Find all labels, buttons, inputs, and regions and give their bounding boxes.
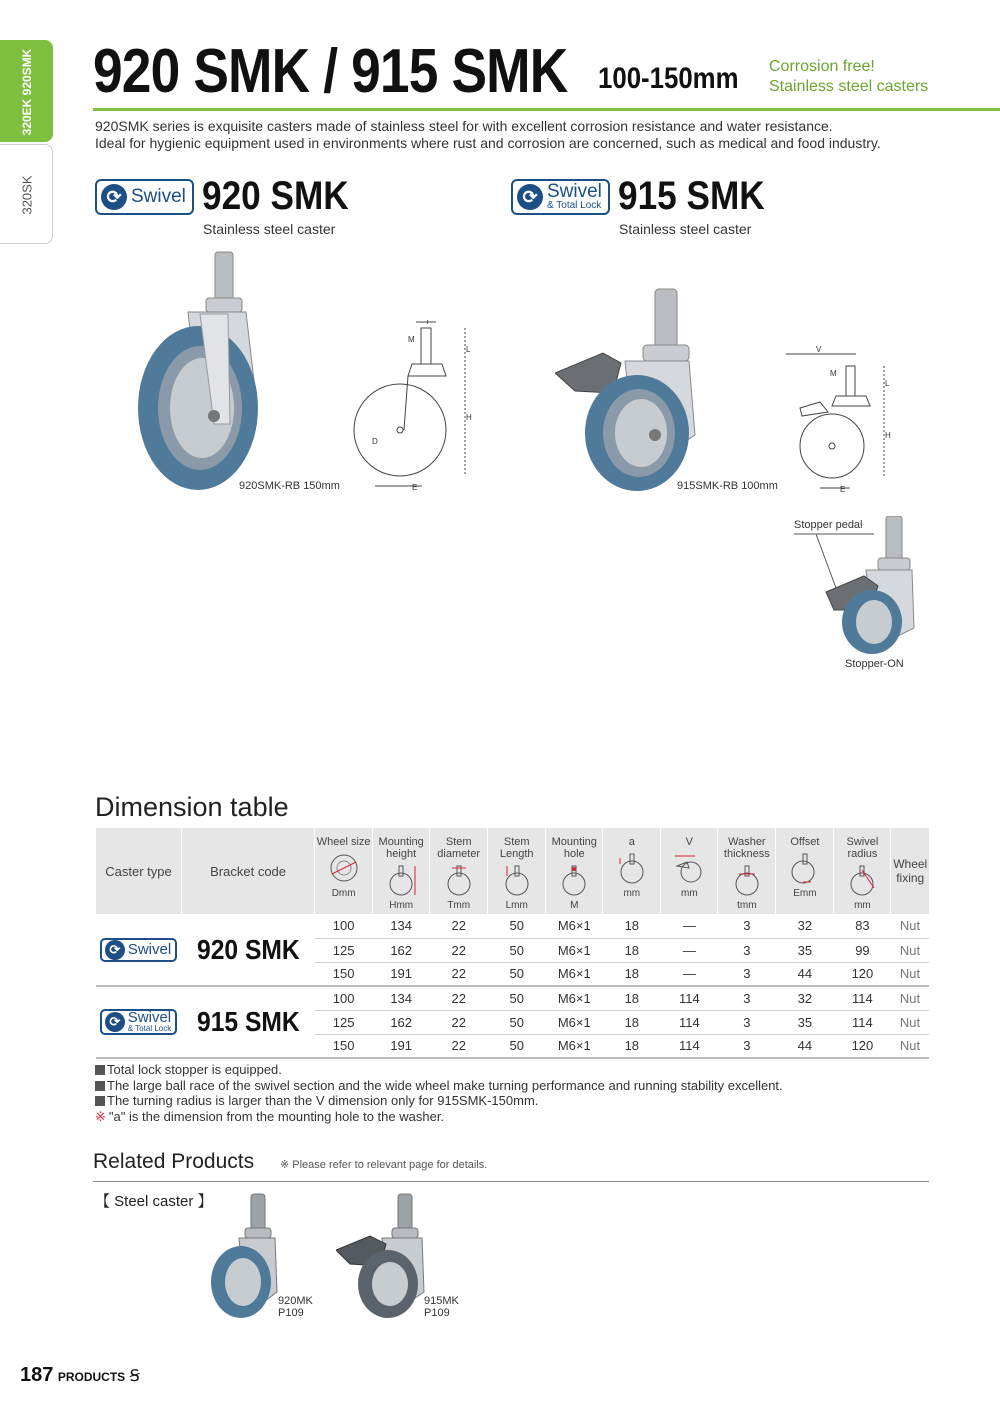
related-item-name: 915MK (424, 1295, 459, 1307)
related-category: 【 Steel caster 】 (95, 1193, 213, 1210)
caster-photo-920smk (130, 248, 270, 494)
svg-text:D: D (372, 437, 378, 446)
table-cell: Nut (891, 914, 929, 938)
table-cell: 83 (834, 914, 891, 938)
col-unit: Dmm (331, 888, 356, 899)
table-cell: M6×1 (546, 1010, 603, 1034)
col-bracket-code: Bracket code (182, 828, 315, 914)
table-cell: M6×1 (546, 938, 603, 962)
note-1: Total lock stopper is equipped. (107, 1062, 282, 1077)
side-tab-active[interactable] (0, 40, 53, 142)
col-dimension (834, 828, 891, 914)
col-label: Mounting height (378, 836, 424, 860)
table-cell: 18 (603, 962, 661, 986)
table-cell: 150 (315, 962, 373, 986)
col-label: Mounting hole (551, 836, 597, 860)
swivel-radius-icon (846, 864, 878, 896)
washer-thickness-icon (731, 864, 763, 896)
a-dimension-icon (616, 852, 648, 884)
table-row (96, 986, 930, 1010)
bracket-code: 920 SMK (182, 914, 315, 986)
page-number: 187 (20, 1364, 54, 1386)
table-cell: 22 (430, 938, 488, 962)
table-cell: 3 (718, 938, 776, 962)
badge-label: Swivel & Total Lock (547, 181, 602, 211)
table-cell: 50 (488, 1034, 546, 1058)
model-920smk: 920 SMK (202, 174, 349, 218)
table-cell: 18 (603, 914, 661, 938)
model-915smk: 915 SMK (618, 174, 765, 218)
table-cell: 18 (603, 1034, 661, 1058)
dimension-table (95, 828, 929, 1059)
table-cell: 22 (430, 914, 488, 938)
col-dimension (661, 828, 718, 914)
swivel-icon: ⟳ (517, 184, 543, 210)
table-cell: 22 (430, 1034, 488, 1058)
v-dimension-icon (673, 852, 705, 884)
related-item-920mk[interactable] (278, 1295, 313, 1319)
caster-type-badge: ⟳ Swivel & Total Lock (96, 986, 182, 1058)
svg-text:E: E (412, 483, 418, 492)
bracket-code: 915 SMK (182, 986, 315, 1058)
table-cell: 32 (776, 914, 834, 938)
stopper-photo (786, 516, 916, 656)
col-unit: M (570, 900, 579, 911)
table-cell: 32 (776, 986, 834, 1010)
table-cell: 114 (834, 1010, 891, 1034)
table-cell: Nut (891, 938, 929, 962)
intro-line-1: 920SMK series is exquisite casters made of stainless steel for with excellent corrosion resistance and water resistance. (95, 118, 833, 134)
stopper-pedal-label: Stopper pedal (794, 519, 863, 531)
table-cell: 50 (488, 938, 546, 962)
dimension-table-body (96, 914, 930, 1058)
table-cell: 3 (718, 1010, 776, 1034)
col-dimension (315, 828, 373, 914)
col-label: Stem diameter (437, 836, 481, 860)
related-item-name: 920MK (278, 1295, 313, 1307)
wheel-size-icon (328, 852, 360, 884)
col-dimension (776, 828, 834, 914)
stem-diameter-icon (443, 864, 475, 896)
note-2: The large ball race of the swivel section and the wide wheel make turning performance and running stability excellent. (107, 1077, 783, 1093)
table-cell: 35 (776, 1010, 834, 1034)
stopper-on-label: Stopper-ON (845, 658, 904, 670)
table-cell: Nut (891, 1034, 929, 1058)
badge-sublabel: & Total Lock (547, 200, 602, 211)
offset-icon (789, 852, 821, 884)
table-cell: 18 (603, 938, 661, 962)
svg-text:L: L (466, 345, 471, 354)
tagline (769, 57, 928, 97)
related-products-note: ※ Please refer to relevant page for details. (280, 1159, 488, 1171)
table-cell: 120 (834, 1034, 891, 1058)
table-cell: 18 (603, 986, 661, 1010)
table-cell: Nut (891, 986, 929, 1010)
footer-label: PRODUCTS (57, 1370, 126, 1384)
swivel-icon: ⟳ (105, 940, 125, 960)
table-cell: M6×1 (546, 962, 603, 986)
photo-caption-920smk: 920SMK-RB 150mm (239, 480, 340, 492)
tagline-line-2: Stainless steel casters (769, 78, 929, 95)
col-unit: mm (623, 888, 641, 899)
caster-type-badge: ⟳ Swivel (96, 914, 182, 986)
note-3: The turning radius is larger than the V dimension only for 915SMK-150mm. (107, 1093, 539, 1108)
related-item-page: P109 (278, 1307, 304, 1319)
caster-photo-915smk (555, 285, 705, 495)
col-dimension (373, 828, 430, 914)
stem-length-icon (501, 864, 533, 896)
col-dimension (430, 828, 488, 914)
col-unit: Tmm (447, 900, 471, 911)
col-label: Stem Length (499, 836, 534, 860)
col-unit: tmm (737, 900, 757, 911)
related-products-title: Related Products (93, 1150, 255, 1173)
table-cell: 114 (661, 1010, 718, 1034)
col-dimension (718, 828, 776, 914)
table-cell: 99 (834, 938, 891, 962)
related-item-915mk[interactable] (424, 1295, 459, 1319)
header-divider (93, 108, 1000, 111)
svg-text:H: H (885, 431, 891, 440)
table-cell: M6×1 (546, 914, 603, 938)
badge-label: Swivel (131, 186, 186, 207)
model-915smk-subtitle: Stainless steel caster (619, 221, 752, 237)
col-label: Swivel radius (846, 836, 879, 860)
col-unit: Hmm (389, 900, 414, 911)
table-cell: 3 (718, 986, 776, 1010)
table-cell: 100 (315, 914, 373, 938)
brand-logo-icon: Ꞩ (129, 1368, 140, 1385)
page-title: 920 SMK / 915 SMK (93, 37, 568, 106)
table-cell: Nut (891, 1010, 929, 1034)
dimension-drawing-915smk (780, 346, 900, 496)
table-cell: 50 (488, 914, 546, 938)
table-cell: 162 (373, 1010, 430, 1034)
table-cell: 125 (315, 1010, 373, 1034)
table-cell: 191 (373, 962, 430, 986)
swivel-icon: ⟳ (101, 184, 127, 210)
col-unit: mm (680, 888, 698, 899)
table-cell: 114 (834, 986, 891, 1010)
side-tab-inactive[interactable] (0, 144, 53, 244)
table-cell: 114 (661, 1034, 718, 1058)
swivel-lock-badge (511, 179, 610, 215)
table-cell: 134 (373, 986, 430, 1010)
table-cell: 50 (488, 1010, 546, 1034)
col-label: Washer thickness (723, 836, 770, 860)
side-tab-inactive-label: 320SK (19, 175, 35, 215)
col-dimension (546, 828, 603, 914)
col-unit: Lmm (505, 900, 528, 911)
table-cell: — (661, 914, 718, 938)
tagline-line-1: Corrosion free! (769, 58, 875, 75)
table-cell: 191 (373, 1034, 430, 1058)
table-cell: 22 (430, 962, 488, 986)
table-cell: M6×1 (546, 986, 603, 1010)
model-920smk-subtitle: Stainless steel caster (203, 221, 336, 237)
size-range: 100-150mm (598, 62, 739, 95)
col-label: Wheel size (316, 836, 371, 848)
table-cell: 162 (373, 938, 430, 962)
col-unit: Emm (793, 888, 817, 899)
table-cell: 125 (315, 938, 373, 962)
table-cell: 50 (488, 986, 546, 1010)
table-cell: 3 (718, 1034, 776, 1058)
table-cell: 44 (776, 962, 834, 986)
page-footer (20, 1364, 140, 1387)
table-cell: 50 (488, 962, 546, 986)
mounting-height-icon (385, 864, 417, 896)
related-photo-920mk[interactable] (205, 1192, 285, 1322)
intro-text (95, 118, 881, 152)
svg-text:H: H (466, 413, 472, 422)
table-cell: — (661, 962, 718, 986)
dimension-drawing-920smk (350, 320, 480, 495)
svg-text:V: V (816, 346, 822, 354)
related-photo-915mk[interactable] (336, 1192, 436, 1322)
dimension-table-title: Dimension table (95, 792, 289, 822)
table-cell: 3 (718, 962, 776, 986)
table-cell: 22 (430, 1010, 488, 1034)
table-cell: 114 (661, 986, 718, 1010)
svg-text:M: M (408, 335, 415, 344)
intro-line-2: Ideal for hygienic equipment used in environments where rust and corrosion are concerned, such as medical and food industry. (95, 135, 881, 151)
table-cell: 134 (373, 914, 430, 938)
table-cell: Nut (891, 962, 929, 986)
note-4: "a" is the dimension from the mounting hole to the washer. (108, 1108, 445, 1124)
swivel-badge (95, 179, 194, 215)
svg-text:E: E (840, 485, 846, 494)
notes: Total lock stopper is equipped. The large ball race of the swivel section and the wide wheel make turning performance and running stability excellent. The turning radius is larger than the V dimension only for 915SMK-150mm. ※ "a" is the dimension from the mounting hole to the washer. (95, 1062, 783, 1124)
table-cell: 150 (315, 1034, 373, 1058)
swivel-icon: ⟳ (105, 1012, 125, 1032)
svg-text:M: M (830, 369, 837, 378)
col-unit: mm (854, 900, 871, 911)
table-cell: 44 (776, 1034, 834, 1058)
col-label: a (628, 836, 635, 848)
col-label: Offset (790, 836, 820, 848)
related-divider (93, 1181, 929, 1182)
table-cell: — (661, 938, 718, 962)
svg-text:L: L (885, 379, 890, 388)
table-cell: 3 (718, 914, 776, 938)
table-cell: M6×1 (546, 1034, 603, 1058)
table-cell: 100 (315, 986, 373, 1010)
svg-text:T: T (425, 320, 430, 326)
table-row (96, 914, 930, 938)
col-dimension (488, 828, 546, 914)
col-dimension (603, 828, 661, 914)
col-caster-type: Caster type (96, 828, 182, 914)
table-cell: 22 (430, 986, 488, 1010)
col-label: V (685, 836, 693, 848)
table-cell: 120 (834, 962, 891, 986)
table-cell: 35 (776, 938, 834, 962)
photo-caption-915smk: 915SMK-RB 100mm (677, 480, 778, 492)
col-wheel-fixing: Wheel fixing (891, 828, 929, 914)
related-item-page: P109 (424, 1307, 450, 1319)
table-cell: 18 (603, 1010, 661, 1034)
mounting-hole-icon (558, 864, 590, 896)
side-tab-active-label: 320EK 920SMK (20, 48, 34, 136)
